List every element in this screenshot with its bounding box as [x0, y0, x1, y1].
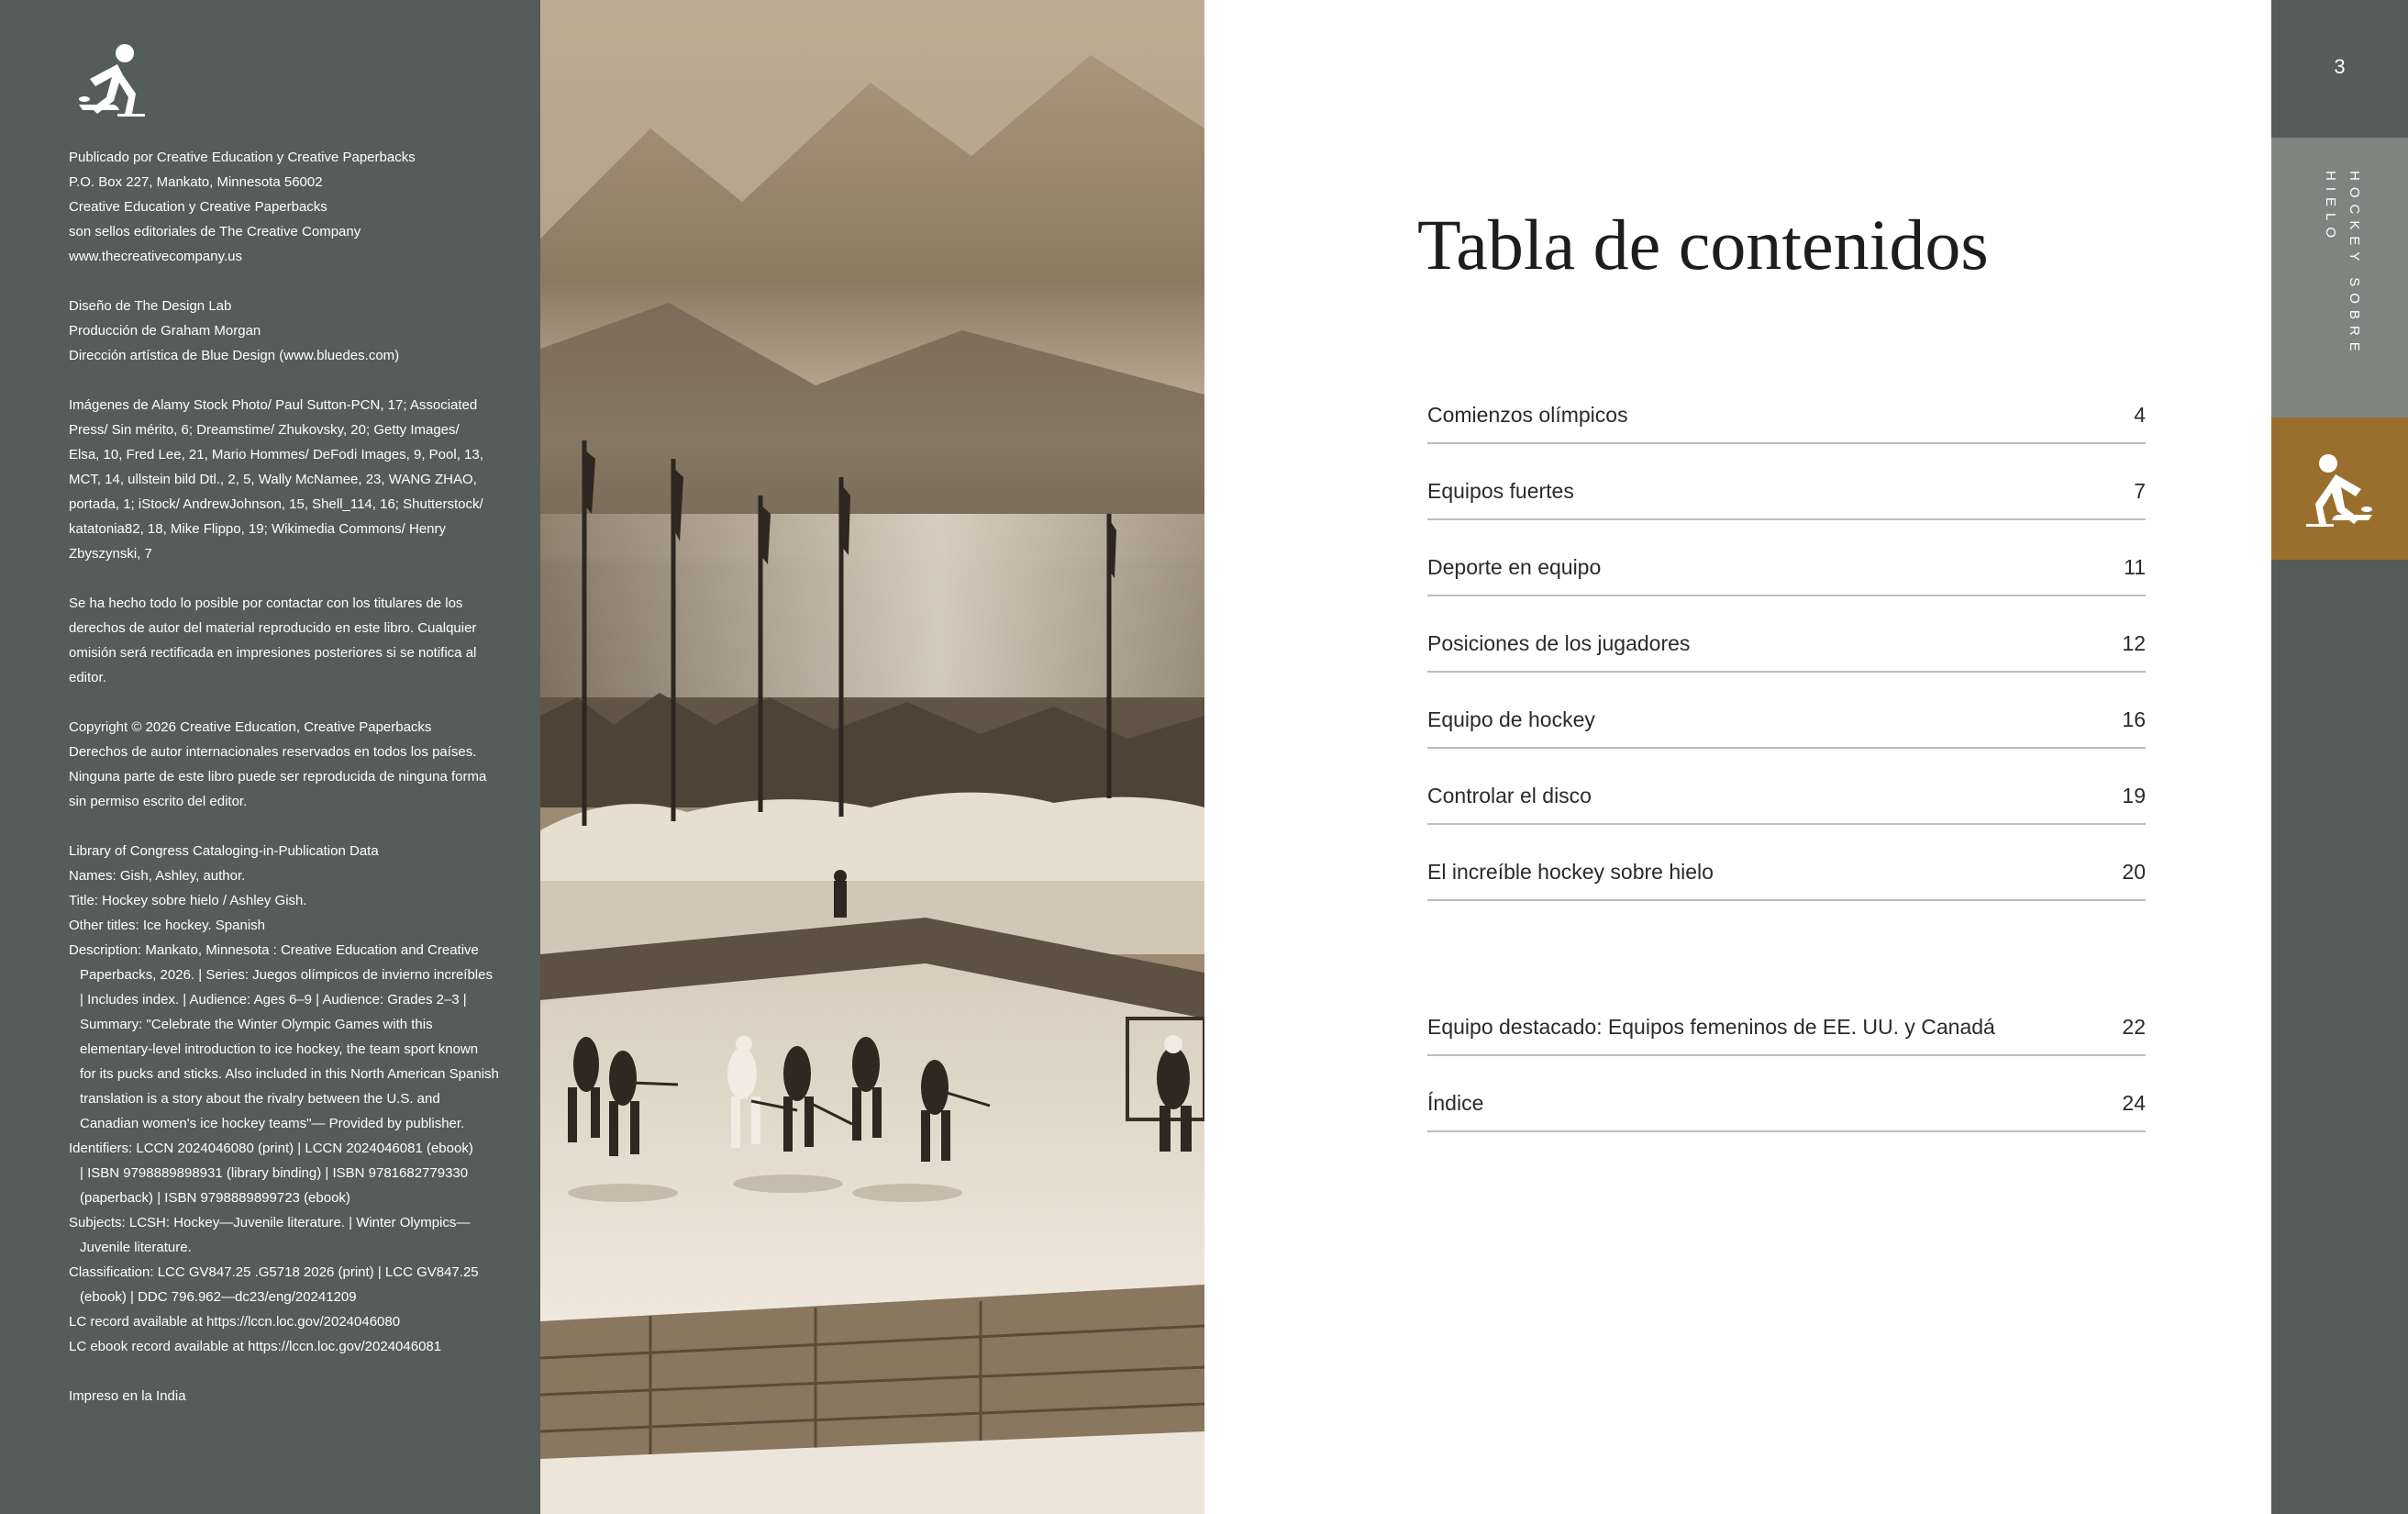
imprint-line: Paperbacks, 2026. | Series: Juegos olímpicos de invierno increíbles	[80, 967, 493, 983]
imprint-line: sin permiso escrito del editor.	[69, 794, 248, 809]
imprint-line: Identifiers: LCCN 2024046080 (print) | LCCN 2024046081 (ebook)	[69, 1141, 473, 1156]
toc-entry-label: Posiciones de los jugadores	[1427, 631, 1691, 655]
imprint-line: Summary: "Celebrate the Winter Olympic Games with this	[80, 1017, 433, 1032]
photo-illustration	[540, 0, 1204, 1514]
toc-entry-page: 20	[2122, 860, 2146, 884]
imprint-paragraph-rights	[69, 591, 500, 690]
toc-entry-label: El increíble hockey sobre hielo	[1427, 860, 1714, 884]
toc-entry-page: 22	[2122, 1015, 2146, 1039]
toc-entry-label: Equipo de hockey	[1427, 707, 1595, 731]
toc-entry[interactable]	[1427, 368, 2146, 444]
toc-entry-page: 19	[2122, 784, 2146, 807]
imprint-column	[0, 0, 540, 1514]
imprint-line: (ebook) | DDC 796.962—dc23/eng/20241209	[80, 1289, 357, 1305]
imprint-line: | ISBN 9798889898931 (library binding) | ISBN 9781682779330	[80, 1165, 469, 1181]
imprint-line: katatonia82, 18, Mike Flippo, 19; Wikimedia Commons/ Henry	[69, 521, 447, 537]
imprint-line: (paperback) | ISBN 9798889899723 (ebook)	[80, 1190, 350, 1206]
toc-entry-index[interactable]	[1427, 1056, 2146, 1132]
imprint-text	[69, 145, 500, 1433]
imprint-line: MCT, 14, ullstein bild Dtl., 2, 5, Wally McNamee, 23, WANG ZHAO,	[69, 472, 477, 487]
hockey-player-icon	[72, 40, 150, 119]
imprint-line: editor.	[69, 670, 106, 685]
imprint-line: Se ha hecho todo lo posible por contactar con los titulares de los	[69, 596, 463, 611]
toc-entry-page: 11	[2124, 555, 2146, 579]
toc-list	[1427, 368, 2146, 901]
toc-entry[interactable]	[1427, 825, 2146, 901]
sidebar-bottom-block	[2271, 560, 2408, 1514]
imprint-line: Elsa, 10, Fred Lee, 21, Mario Hommes/ DeFodi Images, 9, Pool, 13,	[69, 447, 483, 462]
sidebar-series-block	[2271, 138, 2408, 417]
imprint-paragraph-images	[69, 393, 500, 566]
imprint-line: Creative Education y Creative Paperbacks	[69, 199, 327, 215]
toc-entry-page: 16	[2122, 707, 2146, 731]
imprint-line: Press/ Sin mérito, 6; Dreamstime/ Zhukovsky, 20; Getty Images/	[69, 422, 460, 438]
imprint-line: Subjects: LCSH: Hockey—Juvenile literature. | Winter Olympics—	[69, 1215, 471, 1230]
imprint-line: Names: Gish, Ashley, author.	[69, 868, 246, 884]
imprint-paragraph-publisher	[69, 145, 500, 269]
toc-entry[interactable]	[1427, 444, 2146, 520]
page-title: Tabla de contenidos	[1417, 205, 1989, 284]
toc-entry-label: Índice	[1427, 1091, 1484, 1115]
toc-entry-label: Comienzos olímpicos	[1427, 403, 1628, 427]
toc-entry-label: Deporte en equipo	[1427, 555, 1602, 579]
page-number: 3	[2334, 55, 2346, 78]
imprint-line: translation is a story about the rivalry between the U.S. and	[80, 1091, 440, 1107]
toc-entry-label: Equipos fuertes	[1427, 479, 1574, 503]
toc-entry-page: 24	[2122, 1091, 2146, 1115]
toc-entry-featured[interactable]	[1427, 980, 2146, 1056]
imprint-line: Imágenes de Alamy Stock Photo/ Paul Sutton-PCN, 17; Associated	[69, 397, 478, 413]
imprint-line: Diseño de The Design Lab	[69, 298, 232, 314]
imprint-line: derechos de autor del material reproducido en este libro. Cualquier	[69, 620, 477, 636]
imprint-line: Classification: LCC GV847.25 .G5718 2026 (print) | LCC GV847.25	[69, 1264, 479, 1280]
toc-entry-label: Equipo destacado: Equipos femeninos de EE. UU. y Canadá	[1427, 1015, 1995, 1039]
imprint-line: Canadian women's ice hockey teams"— Provided by publisher.	[80, 1116, 465, 1131]
imprint-paragraph-printed	[69, 1384, 500, 1408]
imprint-line: Dirección artística de Blue Design (www.bluedes.com)	[69, 348, 400, 363]
imprint-line: Other titles: Ice hockey. Spanish	[69, 918, 265, 933]
toc-entry[interactable]	[1427, 749, 2146, 825]
imprint-line: portada, 1; iStock/ AndrewJohnson, 15, Shell_114, 16; Shutterstock/	[69, 496, 483, 512]
toc-entry[interactable]	[1427, 673, 2146, 749]
imprint-line: LC record available at https://lccn.loc.gov/2024046080	[69, 1314, 401, 1330]
toc-entry[interactable]	[1427, 596, 2146, 673]
imprint-paragraph-cip	[69, 839, 500, 1359]
imprint-line: Publicado por Creative Education y Creative Paperbacks	[69, 150, 416, 165]
imprint-line: Impreso en la India	[69, 1388, 186, 1404]
toc-entry-page: 12	[2122, 631, 2146, 655]
imprint-line: Library of Congress Cataloging-in-Publication Data	[69, 843, 379, 859]
toc-entry-page: 7	[2134, 479, 2146, 503]
imprint-line: omisión será rectificada en impresiones posteriores si se notifica al	[69, 645, 477, 661]
imprint-line: for its pucks and sticks. Also included in this North American Spanish	[80, 1066, 499, 1082]
imprint-paragraph-design	[69, 294, 500, 368]
imprint-line: Zbyszynski, 7	[69, 546, 152, 562]
sidebar-logo-block	[2271, 417, 2408, 560]
series-title-vertical: HOCKEY SOBRE HIELO	[2323, 171, 2362, 358]
imprint-line: Producción de Graham Morgan	[69, 323, 261, 339]
imprint-line: Juvenile literature.	[80, 1240, 192, 1255]
imprint-line: Derechos de autor internacionales reservados en todos los países.	[69, 744, 477, 760]
imprint-line: son sellos editoriales de The Creative Company	[69, 224, 361, 239]
imprint-line: Description: Mankato, Minnesota : Creative Education and Creative	[69, 942, 479, 958]
toc-entry[interactable]	[1427, 520, 2146, 596]
imprint-line: www.thecreativecompany.us	[69, 249, 242, 264]
imprint-line: elementary-level introduction to ice hockey, the team sport known	[80, 1041, 479, 1057]
imprint-line: Ninguna parte de este libro puede ser reproducida de ninguna forma	[69, 769, 487, 785]
sidebar-page-number-block	[2271, 0, 2408, 138]
imprint-paragraph-copyright	[69, 715, 500, 814]
toc-extras-list	[1427, 980, 2146, 1132]
imprint-line: Copyright © 2026 Creative Education, Creative Paperbacks	[69, 719, 432, 735]
toc-entry-label: Controlar el disco	[1427, 784, 1592, 807]
toc-entry-page: 4	[2134, 403, 2146, 427]
imprint-line: Title: Hockey sobre hielo / Ashley Gish.	[69, 893, 307, 908]
vintage-ice-hockey-photo	[540, 0, 1204, 1514]
hockey-player-icon	[2301, 451, 2380, 529]
imprint-line: P.O. Box 227, Mankato, Minnesota 56002	[69, 174, 323, 190]
imprint-line: | Includes index. | Audience: Ages 6–9 | Audience: Grades 2–3 |	[80, 992, 467, 1007]
imprint-line: LC ebook record available at https://lccn.loc.gov/2024046081	[69, 1339, 442, 1354]
